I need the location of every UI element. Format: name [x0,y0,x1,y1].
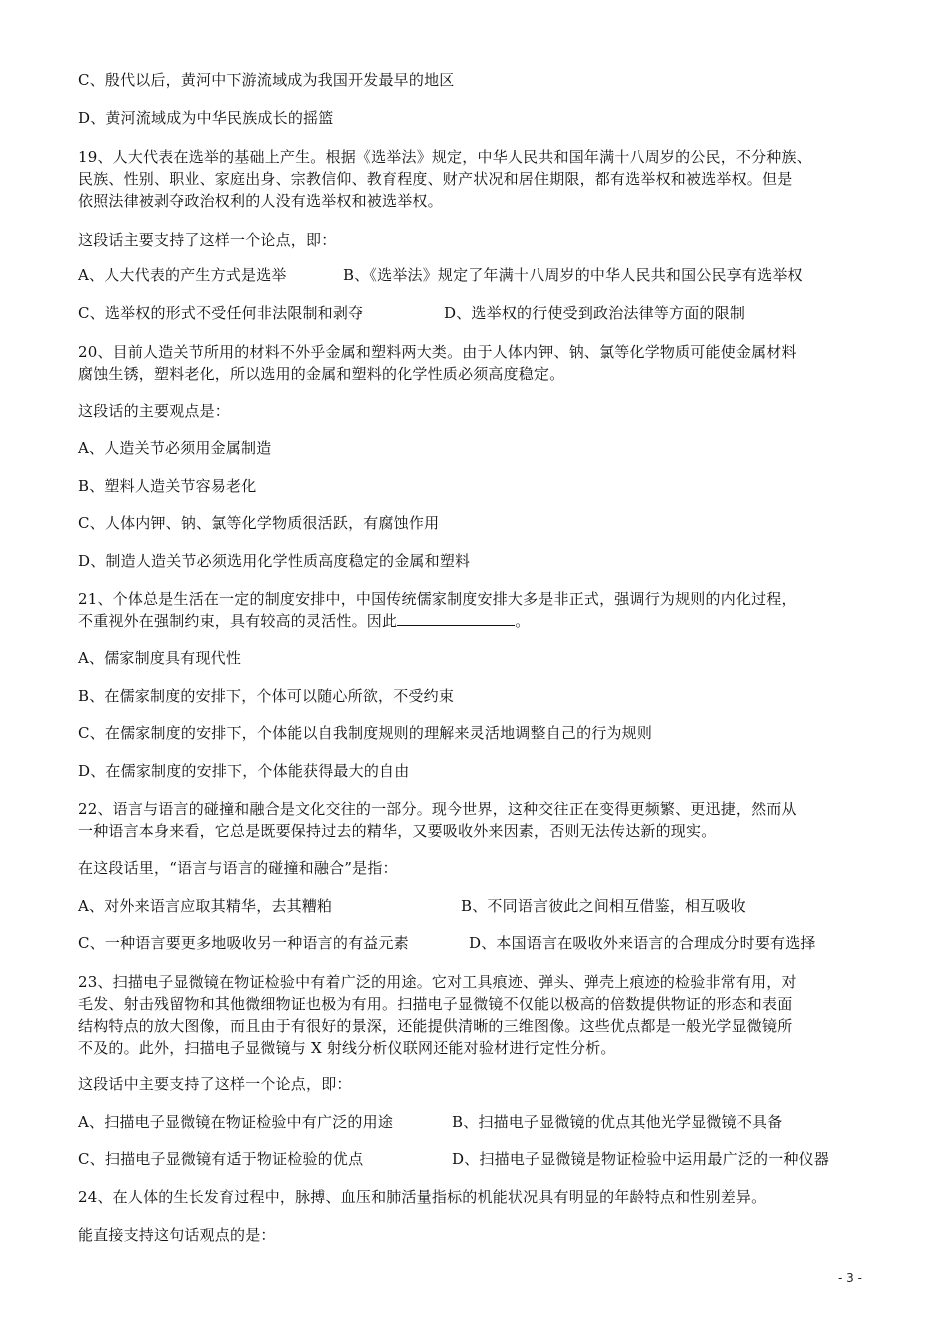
q23-stem-line: 23、扫描电子显微镜在物证检验中有着广泛的用途。它对工具痕迹、弹头、弹壳上痕迹的检验非常有用，对 [78,973,797,991]
q20-stem [78,341,878,385]
q21-stem-text: 不重视外在强制约束，具有较高的灵活性。因此 [78,612,398,630]
q19-stem-line: 依照法律被剥夺政治权利的人没有选举权和被选举权。 [78,192,443,210]
q19-option-d: D、选举权的行使受到政治法律等方面的限制 [444,304,746,322]
q19-option-b: B、《选举法》规定了年满十八周岁的中华人民共和国公民享有选举权 [343,266,803,284]
q23-prompt: 这段话中主要支持了这样一个论点，即： [78,1075,352,1093]
q22-option-b: B、不同语言彼此之间相互借鉴，相互吸收 [461,897,746,915]
q19-stem [78,146,878,212]
answer-blank [397,611,515,626]
q22-prompt: 在这段话里，“语言与语言的碰撞和融合”是指： [78,859,398,877]
q21-option-d: D、在儒家制度的安排下，个体能获得最大的自由 [78,762,410,780]
q23-stem [78,971,878,1059]
q23-stem-line: 毛发、射击残留物和其他微细物证也极为有用。扫描电子显微镜不仅能以极高的倍数提供物证的形态和表面 [78,995,793,1013]
q24-stem: 24、在人体的生长发育过程中，脉搏、血压和肺活量指标的机能状况具有明显的年龄特点和性别差异。 [78,1188,767,1206]
q21-stem [78,588,878,632]
q20-stem-line: 腐蚀生锈，塑料老化，所以选用的金属和塑料的化学性质必须高度稳定。 [78,365,565,383]
q23-option-d: D、扫描电子显微镜是物证检验中运用最广泛的一种仪器 [452,1150,830,1168]
q19-prompt: 这段话主要支持了这样一个论点，即： [78,231,337,249]
q21-stem-line [78,610,878,632]
q23-option-b: B、扫描电子显微镜的优点其他光学显微镜不具备 [452,1113,783,1131]
q21-stem-end: 。 [515,612,531,630]
q19-stem-line: 19、人大代表在选举的基础上产生。根据《选举法》规定，中华人民共和国年满十八周岁的公民，不分种族、 [78,148,812,166]
q20-option-d: D、制造人造关节必须选用化学性质高度稳定的金属和塑料 [78,552,471,570]
q21-option-a: A、儒家制度具有现代性 [78,649,242,667]
q21-option-b: B、在儒家制度的安排下，个体可以随心所欲，不受约束 [78,687,455,705]
q18-option-d: D、黄河流域成为中华民族成长的摇篮 [78,109,334,127]
q20-option-a: A、人造关节必须用金属制造 [78,439,272,457]
q19-option-c: C、选举权的形式不受任何非法限制和剥夺 [78,304,364,322]
q20-prompt: 这段话的主要观点是： [78,402,231,420]
page-number: - 3 - [838,1271,862,1285]
q23-option-a: A、扫描电子显微镜在物证检验中有广泛的用途 [78,1113,394,1131]
q19-option-a: A、人大代表的产生方式是选举 [78,266,287,284]
q23-stem-line: 结构特点的放大图像，而且由于有很好的景深，还能提供清晰的三维图像。这些优点都是一般光学显微镜所 [78,1017,793,1035]
q23-stem-line: 不及的。此外，扫描电子显微镜与 X 射线分析仪联网还能对验材进行定性分析。 [78,1039,616,1057]
q21-stem-line: 21、个体总是生活在一定的制度安排中，中国传统儒家制度安排大多是非正式，强调行为规则的内化过程， [78,590,797,608]
q19-stem-line: 民族、性别、职业、家庭出身、宗教信仰、教育程度、财产状况和居住期限，都有选举权和被选举权。但是 [78,170,793,188]
q22-stem-line: 一种语言本身来看，它总是既要保持过去的精华，又要吸收外来因素，否则无法传达新的现实。 [78,822,717,840]
q21-option-c: C、在儒家制度的安排下，个体能以自我制度规则的理解来灵活地调整自己的行为规则 [78,724,653,742]
q22-option-d: D、本国语言在吸收外来语言的合理成分时要有选择 [469,934,816,952]
q22-option-c: C、一种语言要更多地吸收另一种语言的有益元素 [78,934,409,952]
q23-option-c: C、扫描电子显微镜有适于物证检验的优点 [78,1150,364,1168]
q20-option-c: C、人体内钾、钠、氯等化学物质很活跃，有腐蚀作用 [78,514,440,532]
q22-option-a: A、对外来语言应取其精华，去其糟粕 [78,897,333,915]
q22-stem [78,798,878,842]
q24-prompt: 能直接支持这句话观点的是： [78,1226,276,1244]
q20-stem-line: 20、目前人造关节所用的材料不外乎金属和塑料两大类。由于人体内钾、钠、氯等化学物质可能使金属材料 [78,343,797,361]
q20-option-b: B、塑料人造关节容易老化 [78,477,257,495]
q18-option-c: C、殷代以后，黄河中下游流域成为我国开发最早的地区 [78,71,455,89]
q22-stem-line: 22、语言与语言的碰撞和融合是文化交往的一部分。现今世界，这种交往正在变得更频繁、更迅捷，然而从 [78,800,797,818]
